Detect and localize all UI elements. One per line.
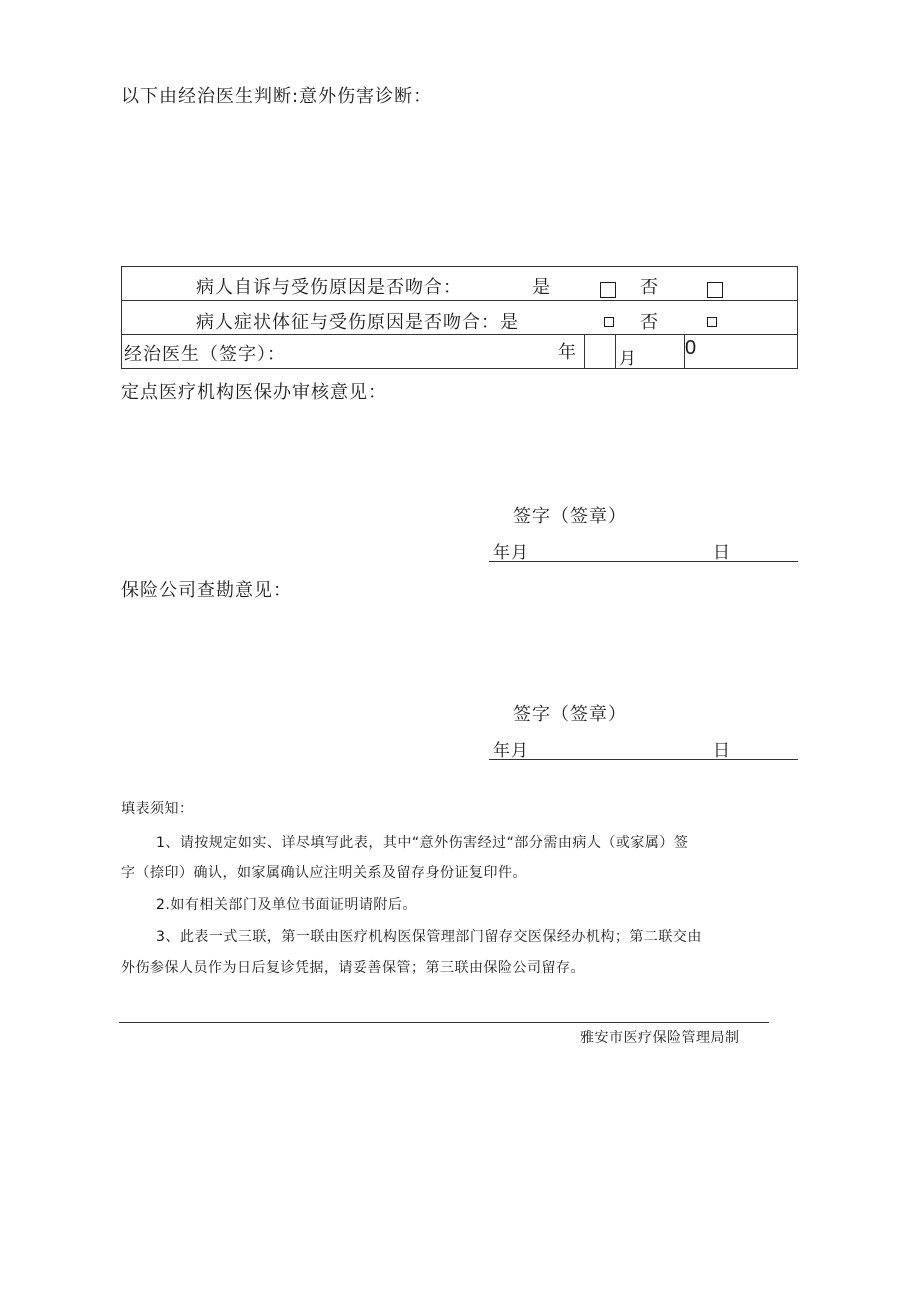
diagnosis-heading: 以下由经治医生判断:意外伤害诊断： [121, 86, 433, 107]
year-value-cell[interactable] [585, 335, 616, 369]
table-row [122, 335, 798, 369]
insurance-date-day: 日 [713, 741, 731, 761]
insurance-sign-label: 签字（签章） [513, 704, 627, 725]
symptom-no-label: 否 [640, 312, 659, 333]
complaint-no-label: 否 [640, 277, 659, 298]
complaint-yes-checkbox[interactable] [600, 282, 616, 298]
insurance-review-heading: 保险公司查勘意见： [121, 580, 292, 601]
complaint-yes-label: 是 [532, 277, 551, 298]
complaint-match-question: 病人自诉与受伤原因是否吻合： [196, 277, 462, 298]
year-label: 年 [558, 342, 577, 363]
table-row [122, 301, 798, 335]
month-cell[interactable] [616, 335, 685, 369]
notes-heading: 填表须知： [121, 801, 194, 817]
complaint-no-checkbox[interactable] [707, 282, 723, 298]
note-item-3-line-2: 外伤参保人员作为日后复诊凭据，请妥善保管；第三联由保险公司留存。 [121, 960, 585, 976]
assessment-table [121, 266, 798, 369]
hospital-date-year-month: 年月 [493, 543, 529, 563]
day-cell[interactable] [685, 335, 798, 369]
hospital-review-heading: 定点医疗机构医保办审核意见： [121, 382, 387, 403]
day-value: 0 [685, 337, 697, 359]
note-item-3-line-1: 3、此表一式三联，第一联由医疗机构医保管理部门留存交医保经办机构；第二联交由 [156, 929, 702, 945]
table-row [122, 267, 798, 301]
hospital-date-day: 日 [713, 543, 731, 563]
insurance-date-underline [489, 759, 798, 760]
month-label: 月 [619, 349, 637, 369]
symptom-match-cell [122, 301, 798, 335]
note-item-2: 2.如有相关部门及单位书面证明请附后。 [156, 897, 417, 913]
complaint-match-cell [122, 267, 798, 301]
footer-divider [119, 1022, 769, 1023]
note-item-1-line-2: 字（捺印）确认，如家属确认应注明关系及留存身份证复印件。 [121, 865, 527, 881]
hospital-date-underline [489, 561, 798, 562]
note-item-1-line-1: 1、请按规定如实、详尽填写此表，其中“意外伤害经过“部分需由病人（或家属）签 [156, 835, 689, 851]
doctor-signature-label: 经治医生（签字）： [124, 344, 286, 365]
hospital-sign-label: 签字（签章） [513, 506, 627, 527]
symptom-no-checkbox[interactable] [707, 317, 717, 327]
doctor-signature-cell[interactable] [122, 335, 585, 369]
insurance-date-year-month: 年月 [493, 741, 529, 761]
symptom-match-question: 病人症状体征与受伤原因是否吻合：是 [196, 312, 519, 333]
issuer-label: 雅安市医疗保险管理局制 [580, 1030, 740, 1046]
symptom-yes-checkbox[interactable] [604, 317, 614, 327]
